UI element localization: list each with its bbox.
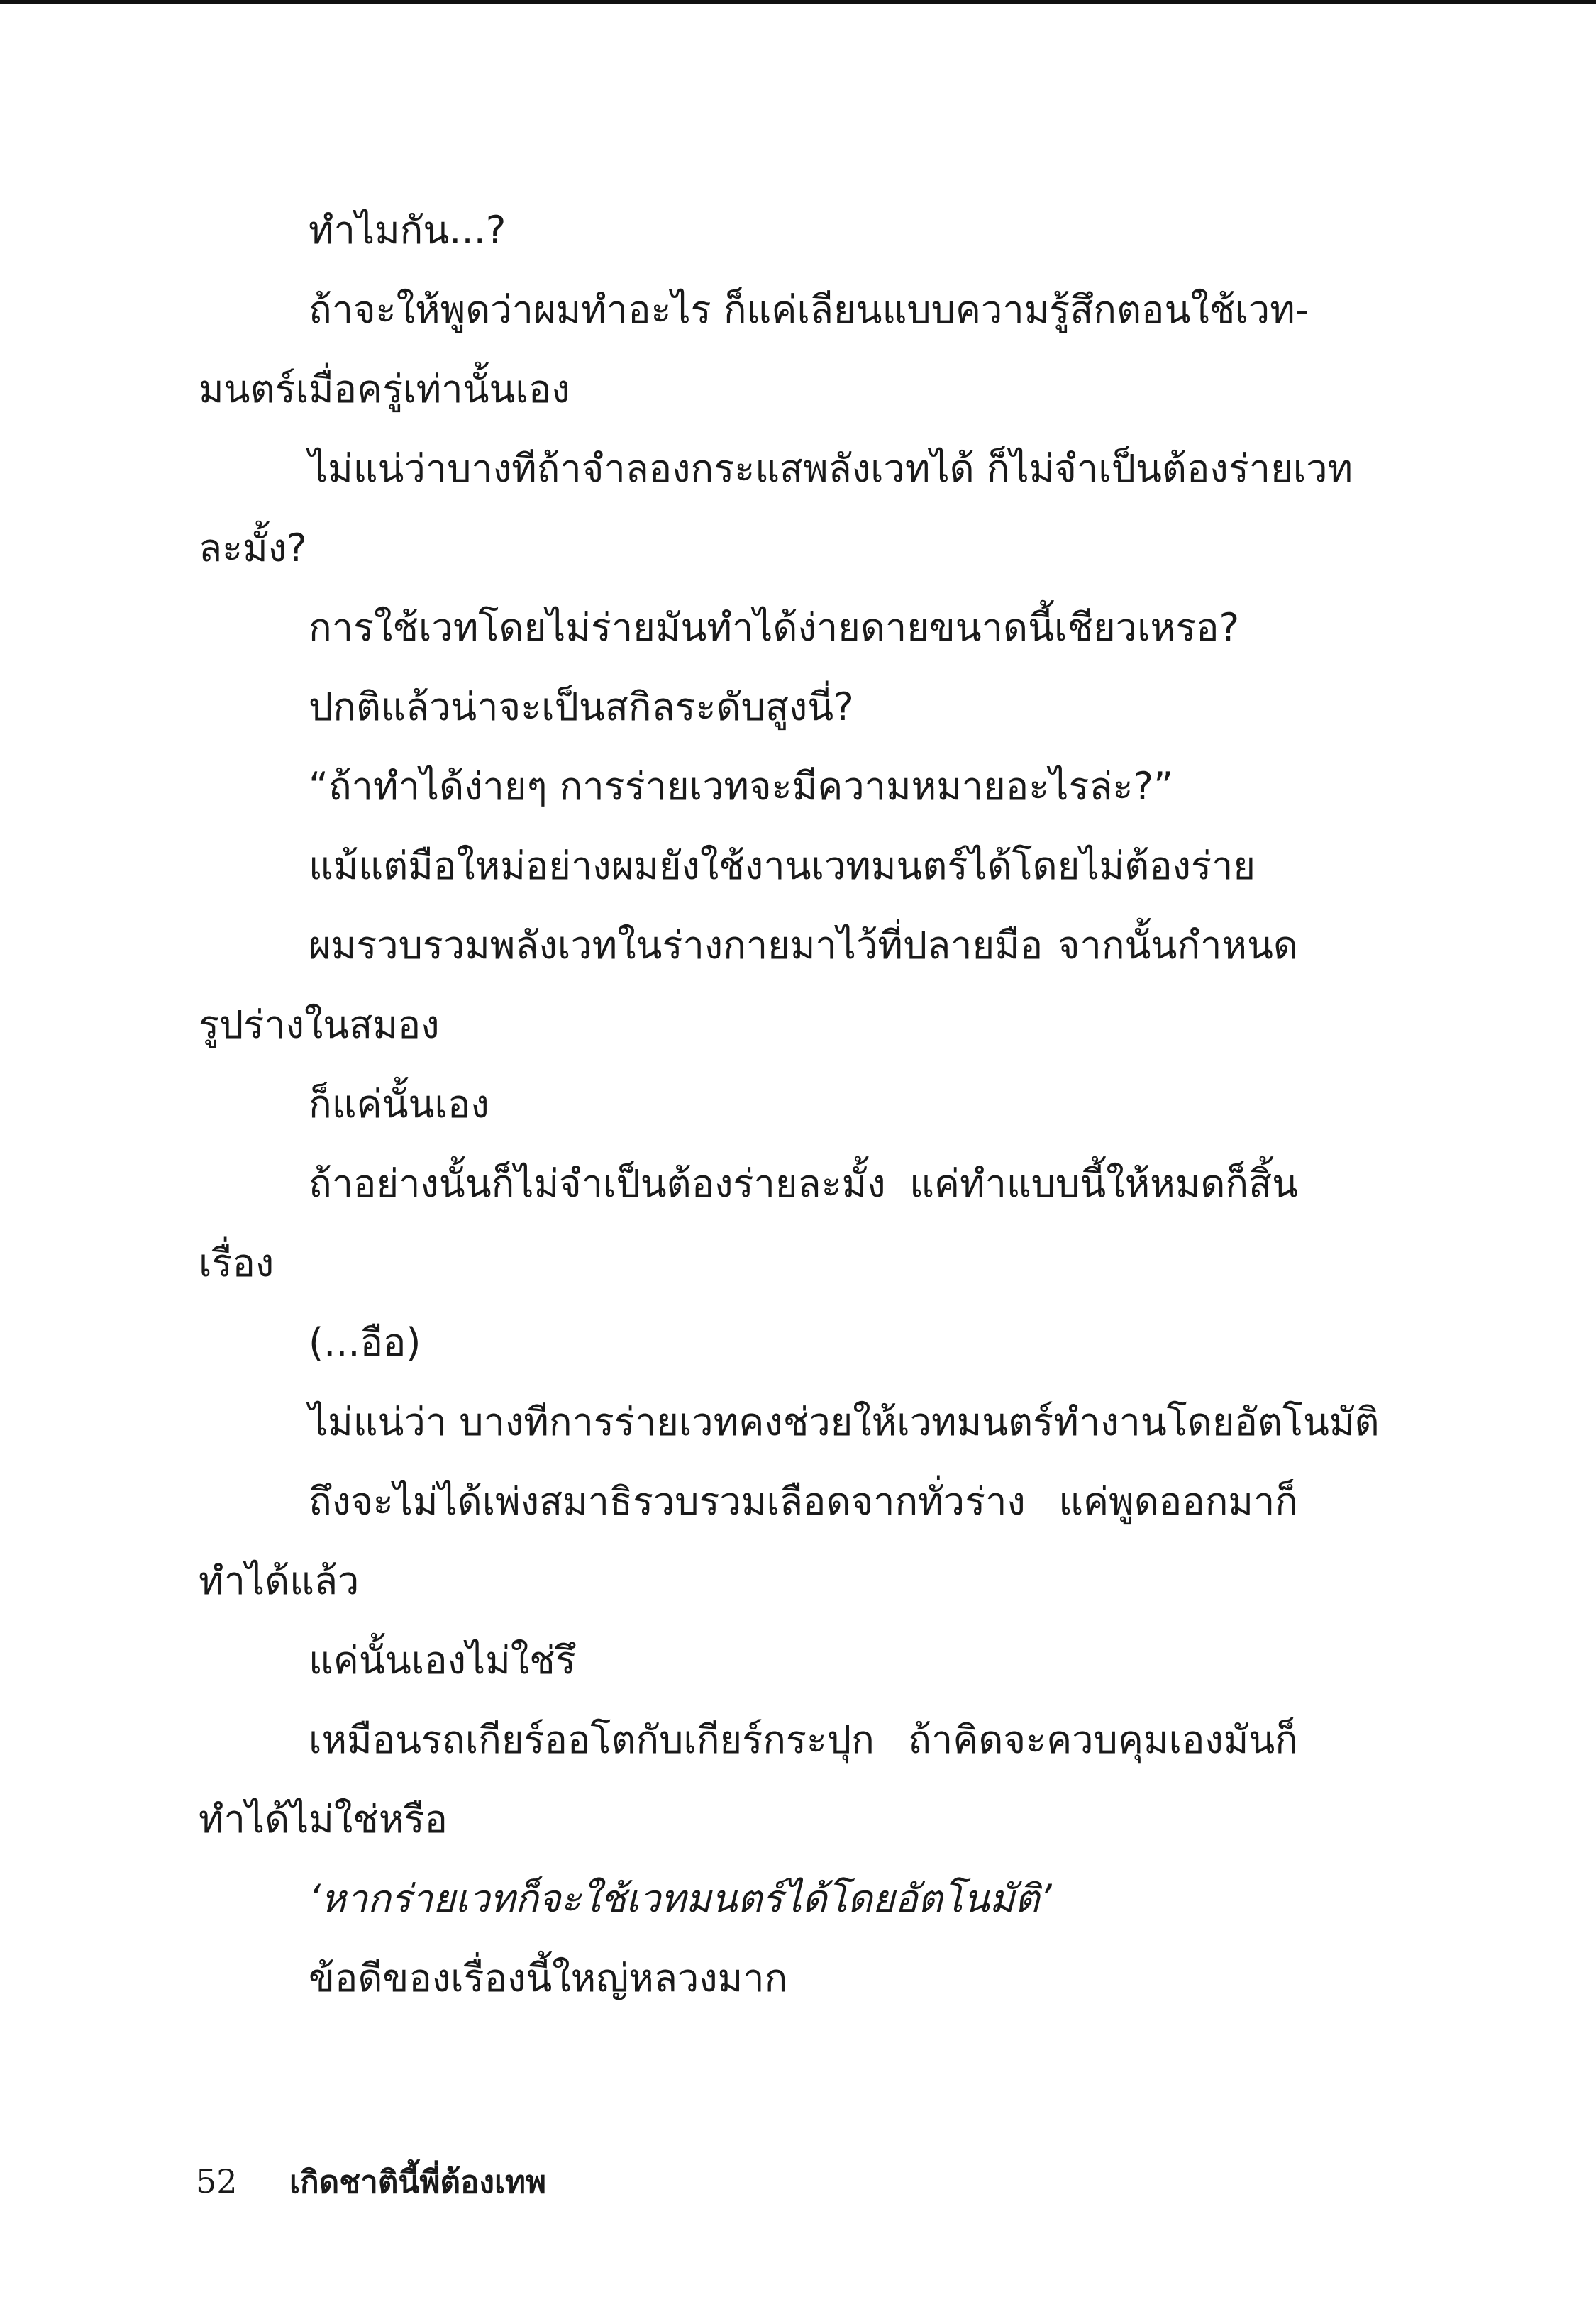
paragraph-line: การใช้เวทโดยไม่ร่ายมันทำได้ง่ายดายขนาดนี้เชียวเหรอ?: [309, 605, 1240, 650]
book-title: เกิดชาตินี้พี่ต้องเทพ: [289, 2164, 547, 2200]
paragraph-line: มนตร์เมื่อครู่เท่านั้นเอง: [199, 367, 570, 411]
page-number: 52: [196, 2162, 238, 2200]
paragraph-line: (...อือ): [309, 1320, 421, 1365]
paragraph-line: ละมั้ง?: [199, 526, 307, 570]
page-footer: [196, 2157, 546, 2206]
paragraph-line: เรื่อง: [199, 1241, 275, 1285]
paragraph-line: แม้แต่มือใหม่อย่างผมยังใช้งานเวทมนตร์ได้โดยไม่ต้องร่าย: [309, 843, 1256, 888]
paragraph-line: ไม่แน่ว่า บางทีการร่ายเวทคงช่วยให้เวทมนตร์ทำงานโดยอัตโนมัติ: [309, 1400, 1380, 1444]
paragraph-line: ทำได้ไม่ใช่หรือ: [199, 1797, 448, 1842]
top-border-rule: [0, 0, 1596, 4]
paragraph-line: แค่นั้นเองไม่ใช่รึ: [309, 1638, 576, 1683]
paragraph-line: ทำไมกัน...?: [309, 208, 506, 253]
paragraph-line: ถึงจะไม่ได้เพ่งสมาธิรวบรวมเลือดจากทั่วร่าง แค่พูดออกมาก็: [309, 1479, 1298, 1524]
dialogue-line: “ถ้าทำได้ง่ายๆ การร่ายเวทจะมีความหมายอะไรล่ะ?”: [309, 764, 1174, 809]
paragraph-line: ผมรวบรวมพลังเวทในร่างกายมาไว้ที่ปลายมือ จากนั้นกำหนด: [309, 923, 1298, 968]
paragraph-line: ปกติแล้วน่าจะเป็นสกิลระดับสูงนี่?: [309, 685, 854, 729]
paragraph-line: เหมือนรถเกียร์ออโตกับเกียร์กระปุก ถ้าคิดจะควบคุมเองมันก็: [309, 1717, 1298, 1762]
paragraph-line: ข้อดีของเรื่องนี้ใหญ่หลวงมาก: [309, 1956, 788, 2000]
paragraph-line: ก็แค่นั้นเอง: [309, 1082, 489, 1126]
paragraph-line: รูปร่างในสมอง: [199, 1002, 440, 1047]
paragraph-line: ถ้าอย่างนั้นก็ไม่จำเป็นต้องร่ายละมั้ง แค่ทำแบบนี้ให้หมดก็สิ้น: [309, 1161, 1298, 1206]
paragraph-line: ไม่แน่ว่าบางทีถ้าจำลองกระแสพลังเวทได้ ก็ไม่จำเป็นต้องร่ายเวท: [309, 446, 1353, 491]
quoted-thought-line: ‘หากร่ายเวทก็จะใช้เวทมนตร์ได้โดยอัตโนมัติ’: [309, 1876, 1052, 1921]
paragraph-line: ทำได้แล้ว: [199, 1559, 360, 1603]
paragraph-line: ถ้าจะให้พูดว่าผมทำอะไร ก็แค่เลียนแบบความรู้สึกตอนใช้เวท-: [309, 287, 1309, 332]
